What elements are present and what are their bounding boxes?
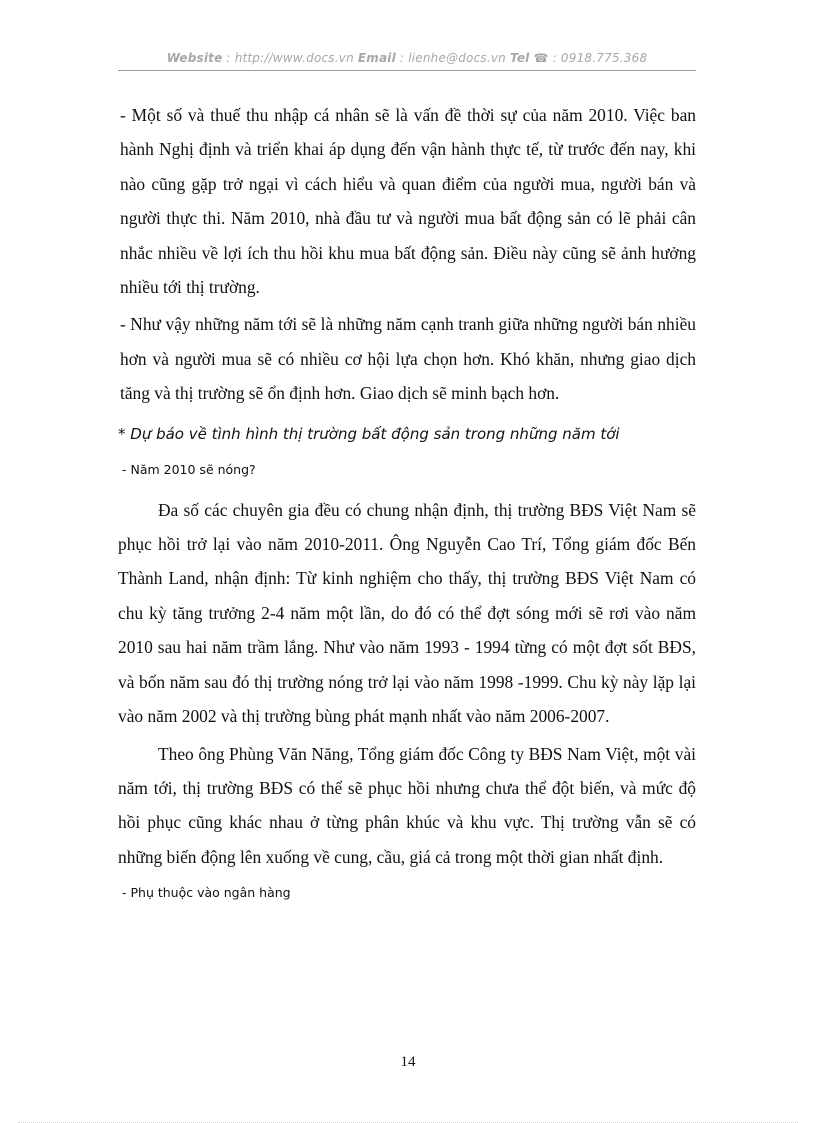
page-header [118, 51, 696, 65]
paragraph-competition: - Như vậy những năm tới sẽ là những năm cạnh tranh giữa những người bán nhiều hơn và người mua sẽ có nhiều cơ hội lựa chọn hơn. Khó khăn, nhưng giao dịch tăng và thị trường sẽ ổn định hơn. Giao dịch sẽ minh bạch hơn. [120, 314, 696, 404]
subheading-banks: - Phụ thuộc vào ngân hàng [122, 885, 291, 901]
website-label: Website [166, 51, 223, 65]
tel-value: ☎ : 0918.775.368 [529, 51, 648, 65]
paragraph-nam-viet: Theo ông Phùng Văn Năng, Tổng giám đốc Công ty BĐS Nam Việt, một vài năm tới, thị trường BĐS có thể sẽ phục hồi nhưng chưa thể đột biến, và mức độ hồi phục cũng khác nhau ở từng phân khúc và khu vực. Thị trường vẫn sẽ có những biến động lên xuống về cung, cầu, giá cả trong một thời gian nhất định. [118, 743, 696, 867]
tel-label: Tel [509, 51, 530, 65]
document-body [118, 98, 696, 902]
email-value: : lienhe@docs.vn [395, 51, 510, 65]
website-value: : http://www.docs.vn [222, 51, 358, 65]
paragraph-income-tax: - Một số và thuế thu nhập cá nhân sẽ là vấn đề thời sự của năm 2010. Việc ban hành Nghị định và triển khai áp dụng đến vận hành thực tế, từ trước đến nay, khi nào cũng gặp trở ngại vì cách hiểu và quan điểm của người mua, người bán và người thực thi. Năm 2010, nhà đầu tư và người mua bất động sản có lẽ phải cân nhắc nhiều về lợi ích thu hồi khu mua bất động sản. Điều này cũng sẽ ảnh hưởng nhiều tới thị trường. [120, 105, 696, 298]
header-divider [118, 70, 696, 71]
subheading-2010: - Năm 2010 sẽ nóng? [122, 461, 256, 477]
forecast-heading: * Dự báo về tình hình thị trường bất động sản trong những năm tới [118, 424, 620, 443]
paragraph-recovery: Đa số các chuyên gia đều có chung nhận định, thị trường BĐS Việt Nam sẽ phục hồi trở lại vào năm 2010-2011. Ông Nguyễn Cao Trí, Tổng giám đốc Bến Thành Land, nhận định: Từ kinh nghiệm cho thấy, thị trường BĐS Việt Nam có chu kỳ tăng trưởng 2-4 năm một lần, do đó có thể đợt sóng mới sẽ rơi vào năm 2010 sau hai năm trầm lắng. Như vào năm 1993 - 1994 từng có một đợt sốt BĐS, và bốn năm sau đó thị trường nóng trở lại vào năm 1998 -1999. Chu kỳ này lặp lại vào năm 2002 và thị trường bùng phát mạnh nhất vào năm 2006-2007. [118, 499, 696, 727]
page-number: 14 [400, 1054, 416, 1070]
email-label: Email [357, 51, 396, 65]
